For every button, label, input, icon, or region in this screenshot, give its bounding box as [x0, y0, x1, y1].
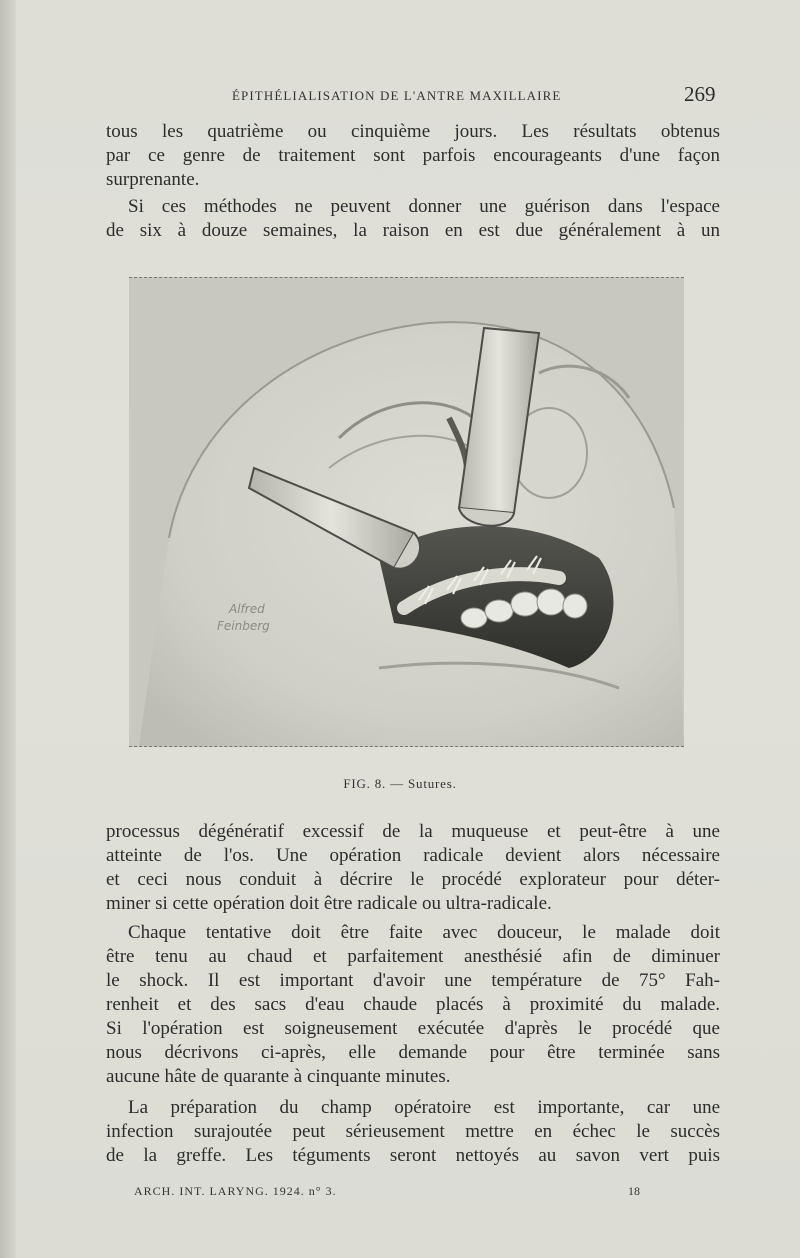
paragraph-4	[106, 921, 720, 1089]
text-line: Chaque tentative doit être faite avec douceur, le malade doit	[128, 922, 720, 943]
text-line: Si ces méthodes ne peuvent donner une guérison dans l'espace	[128, 196, 720, 217]
text-line: et ceci nous conduit à décrire le procédé explorateur pour déter-	[106, 869, 720, 890]
text-line: miner si cette opération doit être radicale ou ultra-radicale.	[106, 893, 552, 914]
text-line: de la greffe. Les téguments seront nettoyés au savon vert puis	[106, 1145, 720, 1166]
figure-illustration	[129, 277, 684, 747]
text-line: Si l'opération est soigneusement exécutée d'après le procédé que	[106, 1018, 720, 1039]
figure-caption: FIG. 8. — Sutures.	[343, 776, 457, 791]
text-line: La préparation du champ opératoire est importante, car une	[128, 1097, 720, 1118]
text-line: aucune hâte de quarante à cinquante minutes.	[106, 1066, 451, 1087]
journal-reference: ARCH. INT. LARYNG. 1924. n° 3.	[134, 1184, 337, 1198]
page-header	[0, 82, 800, 112]
text-line: nous décrivons ci-après, elle demande pour être terminée sans	[106, 1042, 720, 1063]
page-edge-shadow	[0, 0, 16, 1258]
paragraph-3	[106, 820, 720, 916]
running-head: ÉPITHÉLIALISATION DE L'ANTRE MAXILLAIRE	[232, 88, 562, 103]
artist-signature-line1: Alfred	[229, 602, 265, 616]
surgical-illustration	[129, 278, 684, 746]
paragraph-5	[106, 1096, 720, 1168]
page-number: 269	[684, 82, 716, 106]
text-line: surprenante.	[106, 169, 200, 190]
text-line: tous les quatrième ou cinquième jours. Les résultats obtenus	[106, 121, 720, 142]
artist-signature-line2: Feinberg	[217, 619, 270, 633]
page-footer	[0, 1184, 800, 1204]
paragraph-2	[106, 195, 720, 243]
text-line: atteinte de l'os. Une opération radicale devient alors nécessaire	[106, 845, 720, 866]
text-line: infection surajoutée peut sérieusement mettre en échec le succès	[106, 1121, 720, 1142]
text-line: par ce genre de traitement sont parfois encourageants d'une façon	[106, 145, 720, 166]
text-line: être tenu au chaud et parfaitement anesthésié afin de diminuer	[106, 946, 720, 967]
signature-mark: 18	[628, 1184, 640, 1198]
text-line: le shock. Il est important d'avoir une température de 75° Fah-	[106, 970, 720, 991]
text-line: processus dégénératif excessif de la muqueuse et peut-être à une	[106, 821, 720, 842]
text-line: renheit et des sacs d'eau chaude placés à proximité du malade.	[106, 994, 720, 1015]
paragraph-1	[106, 120, 720, 192]
text-line: de six à douze semaines, la raison en est due généralement à un	[106, 220, 720, 241]
